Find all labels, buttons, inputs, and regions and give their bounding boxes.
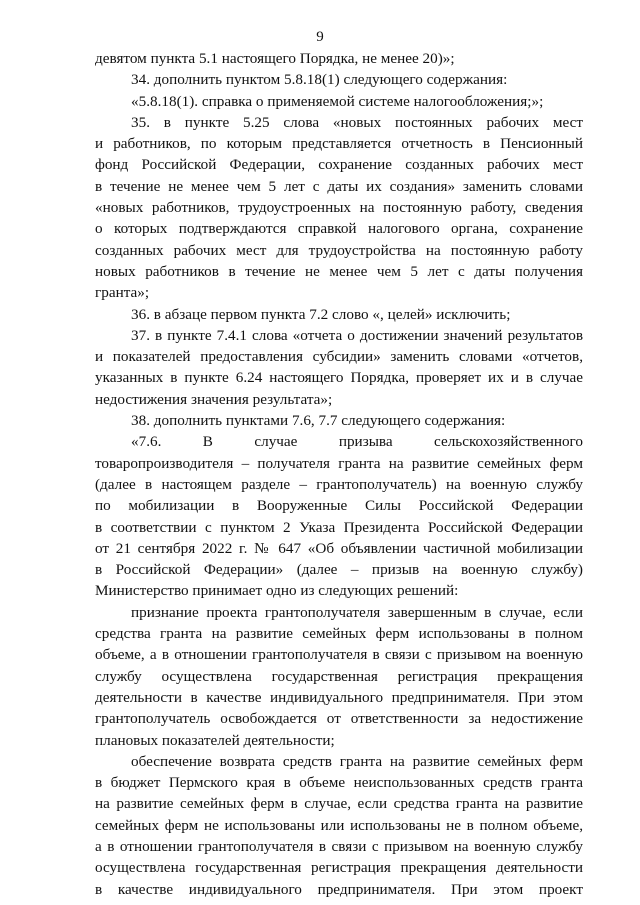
text-line: созданных рабочих мест для трудоустройства на постоянную работу — [95, 241, 583, 259]
text-line: недостижения значения результата»; — [95, 390, 333, 408]
text-line: девятом пункта 5.1 настоящего Порядка, не менее 20)»; — [95, 50, 455, 67]
text-line: о которых подтверждаются справкой налогового органа, сохранение — [95, 220, 583, 238]
text-line: в качестве индивидуального предпринимателя. При этом проект — [95, 880, 583, 898]
text-line: плановых показателей деятельности; — [95, 731, 335, 749]
document-body — [95, 48, 583, 900]
text-line: 38. дополнить пунктами 7.6, 7.7 следующего содержания: — [131, 412, 506, 430]
text-line: 36. в абзаце первом пункта 7.2 слово «, целей» исключить; — [131, 305, 511, 323]
text-line: 35. в пункте 5.25 слова «новых постоянных рабочих мест — [131, 113, 583, 131]
page-number: 9 — [316, 29, 324, 45]
text-line: товаропроизводителя – получателя гранта на развитие семейных ферм — [95, 454, 583, 472]
text-line: службу осуществлена государственная регистрация прекращения — [95, 667, 583, 685]
text-line: осуществлена государственная регистрация прекращения деятельности — [95, 859, 583, 877]
text-line: от 21 сентября 2022 г. № 647 «Об объявлении частичной мобилизации — [95, 539, 583, 557]
text-line: (далее в настоящем разделе – грантополучатель) на военную службу — [95, 475, 583, 493]
text-line: и работников, по которым представляется отчетность в Пенсионный — [95, 135, 583, 153]
text-line: 34. дополнить пунктом 5.8.18(1) следующего содержания: — [131, 71, 508, 89]
text-line: «5.8.18(1). справка о применяемой системе налогообложения;»; — [131, 92, 544, 110]
text-line: а в отношении грантополучателя в связи с призывом на военную службу — [95, 837, 583, 855]
text-line: деятельности в качестве индивидуального предпринимателя. При этом — [95, 688, 583, 706]
text-line: в бюджет Пермского края в объеме неиспользованных средств гранта — [95, 774, 583, 792]
text-line: 37. в пункте 7.4.1 слова «отчета о достижении значений результатов — [131, 326, 583, 344]
text-line: новых работников в течение не менее чем 5 лет с даты получения — [95, 262, 583, 280]
text-line: грантополучатель освобождается от ответственности за недостижение — [95, 710, 583, 728]
text-line: в Российской Федерации» (далее – призыв на военную службу) — [95, 561, 583, 579]
text-line: «новых работников, трудоустроенных на постоянную работу, сведения — [95, 199, 583, 217]
text-line: по мобилизации в Вооруженные Силы Российской Федерации — [95, 497, 583, 515]
text-line: Министерство принимает одно из следующих решений: — [95, 582, 459, 600]
text-line: средства гранта на развитие семейных ферм использованы в полном — [95, 625, 583, 643]
text-line: фонд Российской Федерации, сохранение созданных рабочих мест — [95, 156, 583, 174]
text-line: признание проекта грантополучателя завершенным в случае, если — [131, 603, 583, 621]
text-line: в течение не менее чем 5 лет с даты их создания» заменить словами — [95, 177, 583, 195]
text-line: и показателей предоставления субсидии» заменить словами «отчетов, — [95, 348, 583, 366]
text-line: в соответствии с пунктом 2 Указа Президента Российской Федерации — [95, 518, 583, 536]
text-line: «7.6. В случае призыва сельскохозяйственного — [131, 433, 583, 451]
text-line: указанных в пункте 6.24 настоящего Порядка, проверяет их и в случае — [95, 369, 583, 387]
text-line: гранта»; — [95, 284, 150, 302]
text-line: на развитие семейных ферм в случае, если средства гранта на развитие — [95, 795, 583, 813]
text-line: объеме, а в отношении грантополучателя в связи с призывом на военную — [95, 646, 583, 664]
text-line: обеспечение возврата средств гранта на развитие семейных ферм — [131, 752, 583, 770]
text-line: семейных ферм не использованы или использованы не в полном объеме, — [95, 816, 583, 834]
